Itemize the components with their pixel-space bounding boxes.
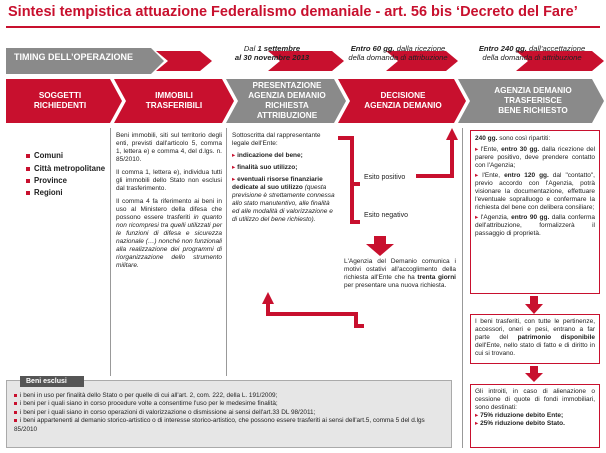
presentazione-text: Sottoscritta dal rappresentante legale dell'Ente: ▸ indicazione del bene; ▸ finalità suo utilizzo; ▸ eventuali risorse finanziarie dedicate al suo utilizzo (questa previsione è strettamente connessa allo stato manutentivo, alle finalità ed alle modalità di valorizzazione e di utilizzo del bene richiesto). <box>232 132 335 223</box>
page-title: Sintesi tempistica attuazione Federalismo demaniale - art. 56 bis ‘Decreto del Fare’ <box>8 4 578 20</box>
negative-arrow-down <box>366 236 394 256</box>
beni-esclusi-list <box>14 392 446 434</box>
patrimonio-box: I beni trasferiti, con tutte le pertinenze, accessori, oneri e pesi, entrano a far parte del patrimonio disponibile dell'Ente, nello stato di fatto e di diritto in cui si trovano. <box>470 314 600 364</box>
phase-date-presentazione: Dal 1 settembre al 30 novembre 2013 <box>234 44 310 62</box>
decisione-negativa-text: L'Agenzia del Demanio comunica i motivi ostativi all'accoglimento della richiesta all'Ente che ha trenta giorni per presentare una nuova richiesta. <box>344 258 456 289</box>
phase-label-immobili: IMMOBILI TRASFERIBILI <box>145 91 203 110</box>
column-separator <box>110 128 111 376</box>
down-arrow-icon <box>525 296 543 314</box>
list-item: Province <box>26 175 108 187</box>
soggetti-list <box>26 150 108 199</box>
list-item: Regioni <box>26 187 108 199</box>
esito-negativo-label: Esito negativo <box>364 212 408 219</box>
list-item: i beni per i quali siano in corso procedure volte a consentirne l'uso per le medesime finalità; <box>14 400 446 408</box>
timing-label: TIMING DELL’OPERAZIONE <box>14 52 134 62</box>
list-item: i beni appartenenti al demanio storico-artistico o di interesse storico-artistico, che possono essere trasferiti ai sensi dell'art.5, comma 5 del d.lgs 85/2010 <box>14 417 425 433</box>
connector-arrows <box>256 126 466 342</box>
immobili-text: Beni immobili, siti sul territorio degli enti, previsti dall'articolo 5, comma 1, lettera e) e comma 4, del d.lgs. n. 85/2010. Il comma 1, lettera e), individua tutti gli immobili dello Stato non esclusi dal trasferimento. Il comma 4 fa riferimento ai beni in uso al Ministero della difesa che possono essere trasferiti in quanto non ricompresi tra quelli utilizzati per le funzioni di difesa e sicurezza nazionale (…) nonché non funzionali alla realizzazione dei programmi di riorganizzazione dello strumento militare. <box>116 132 222 269</box>
phase-label-presentazione: PRESENTAZIONE AGENZIA DEMANIO RICHIESTA ATTRIBUZIONE <box>248 81 326 120</box>
phase-label-decisione: DECISIONE AGENZIA DEMANIO <box>364 91 442 110</box>
list-item: Città metropolitane <box>26 164 108 173</box>
phase-label-trasferisce: AGENZIA DEMANIO TRASFERISCE BENE RICHIESTO <box>494 86 572 115</box>
beni-esclusi-header: Beni esclusi <box>20 376 84 387</box>
trasferisce-box: 240 gg. sono così ripartiti: ▸ l'Ente, entro 30 gg. dalla ricezione del parere positivo, deve prendere contatto con l'Agenzia; ▸ l'Ente, entro 120 gg. dal "contatto", previo accordo con l'Agenzia, potrà visionare la documentazione, effettuare l'eventuale sopralluogo e confermare la richiesta del bene con delibera consiliare; ▸ l'Agenzia, entro 90 gg. dalla conferma dell'attribuzione, formalizzerà il passaggio di proprietà. <box>470 130 600 294</box>
esito-positivo-label: Esito positivo <box>364 174 406 181</box>
phase-label-soggetti: SOGGETTI RICHIEDENTI <box>33 91 87 110</box>
return-arrow <box>268 302 364 326</box>
positive-arrow <box>416 138 452 176</box>
list-item: i beni per i quali siano in corso operazioni di valorizzazione o dismissione ai sensi dell'art.33 DL 98/2011; <box>14 409 446 417</box>
list-item: Comuni <box>26 150 108 162</box>
phase-date-decisione: Entro 60 gg. dalla ricezione della domanda di attribuzione <box>348 44 448 62</box>
timing-chevron-1 <box>156 51 212 71</box>
introiti-box: Gli introiti, in caso di alienazione o cessione di quote di fondi immobiliari, sono destinati: ▸ 75% riduzione debito Ente; ▸ 25% riduzione debito Stato. <box>470 384 600 448</box>
list-item: i beni in uso per finalità dello Stato o per quelle di cui all'art. 2, com. 222, della L. 191/2009; <box>14 392 446 400</box>
column-separator <box>226 128 227 376</box>
phase-date-trasferimento: Entro 240 gg. dall’accettazione della domanda di attribuzione <box>478 44 586 62</box>
title-divider <box>6 26 600 28</box>
down-arrow-icon <box>525 366 543 382</box>
